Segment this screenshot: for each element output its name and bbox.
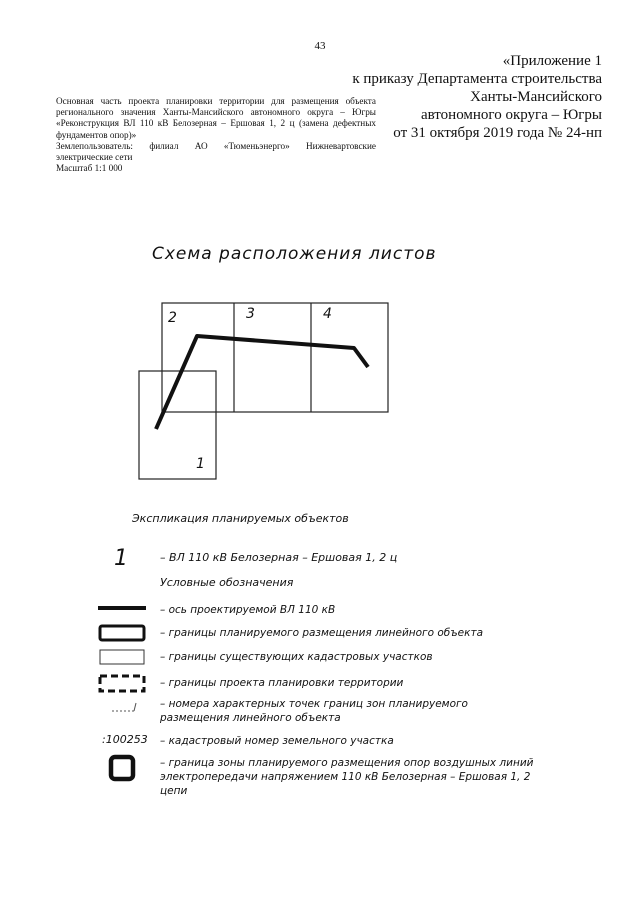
support-square-icon <box>111 757 133 779</box>
legend-symbols <box>90 600 160 800</box>
appendix-line-2: к приказу Департамента строительства <box>352 71 602 87</box>
sheets-2-4-frame <box>162 303 388 412</box>
legend-item-4: – границы проекта планировки территории <box>160 677 404 689</box>
sheet-label-4: 4 <box>323 306 332 322</box>
appendix-line-5: от 31 октября 2019 года № 24-нп <box>393 125 602 141</box>
project-description: Основная часть проекта планировки территории для размещения объекта регионального значения Ханты-Мансийского автономного округа – Югры «Реконструкция ВЛ 110 кВ Белозерная – Ершовая 1, 2 ц (замена дефектных фундаментов опор)» <box>56 96 376 140</box>
thin-rect-icon <box>100 650 144 664</box>
object-number: 1 <box>114 546 128 571</box>
sheet-label-3: 3 <box>246 306 255 322</box>
legend-item-5: – номера характерных точек границ зон планируемого размещения линейного объекта <box>160 698 468 724</box>
power-line-axis <box>156 336 368 429</box>
legend-item-7: – граница зоны планируемого размещения опор воздушных линий электропередачи напряжением 110 кВ Белозерная – Ершовая 1, 2 цепи <box>160 757 534 797</box>
legend-item-6: – кадастровый номер земельного участка <box>160 735 394 747</box>
legend-item-2: – границы планируемого размещения линейного объекта <box>160 627 484 639</box>
scheme-title: Схема расположения листов <box>152 244 437 264</box>
appendix-line-4: автономного округа – Югры <box>420 107 602 123</box>
scale: Масштаб 1:1 000 <box>56 163 123 174</box>
legend-item-1: – ось проектируемой ВЛ 110 кВ <box>160 604 336 616</box>
appendix-line-1: «Приложение 1 <box>502 53 602 69</box>
sheet-label-2: 2 <box>168 310 177 326</box>
legend-item-3: – границы существующих кадастровых участков <box>160 651 433 663</box>
explication-title: Экспликация планируемых объектов <box>132 512 349 525</box>
land-user: Землепользователь: филиал АО «Тюменьэнерго» Нижневартовские электрические сети <box>56 140 376 163</box>
sheet-label-1: 1 <box>196 456 205 472</box>
thick-rect-icon <box>100 626 144 640</box>
appendix-line-3: Ханты-Мансийского <box>470 89 602 105</box>
dashed-rect-icon <box>100 676 144 691</box>
object-description: – ВЛ 110 кВ Белозерная – Ершовая 1, 2 ц <box>160 551 398 564</box>
legend-title: Условные обозначения <box>160 576 294 589</box>
cadastral-number-sample: :100253 <box>102 733 148 746</box>
page-number: 43 <box>314 40 326 52</box>
